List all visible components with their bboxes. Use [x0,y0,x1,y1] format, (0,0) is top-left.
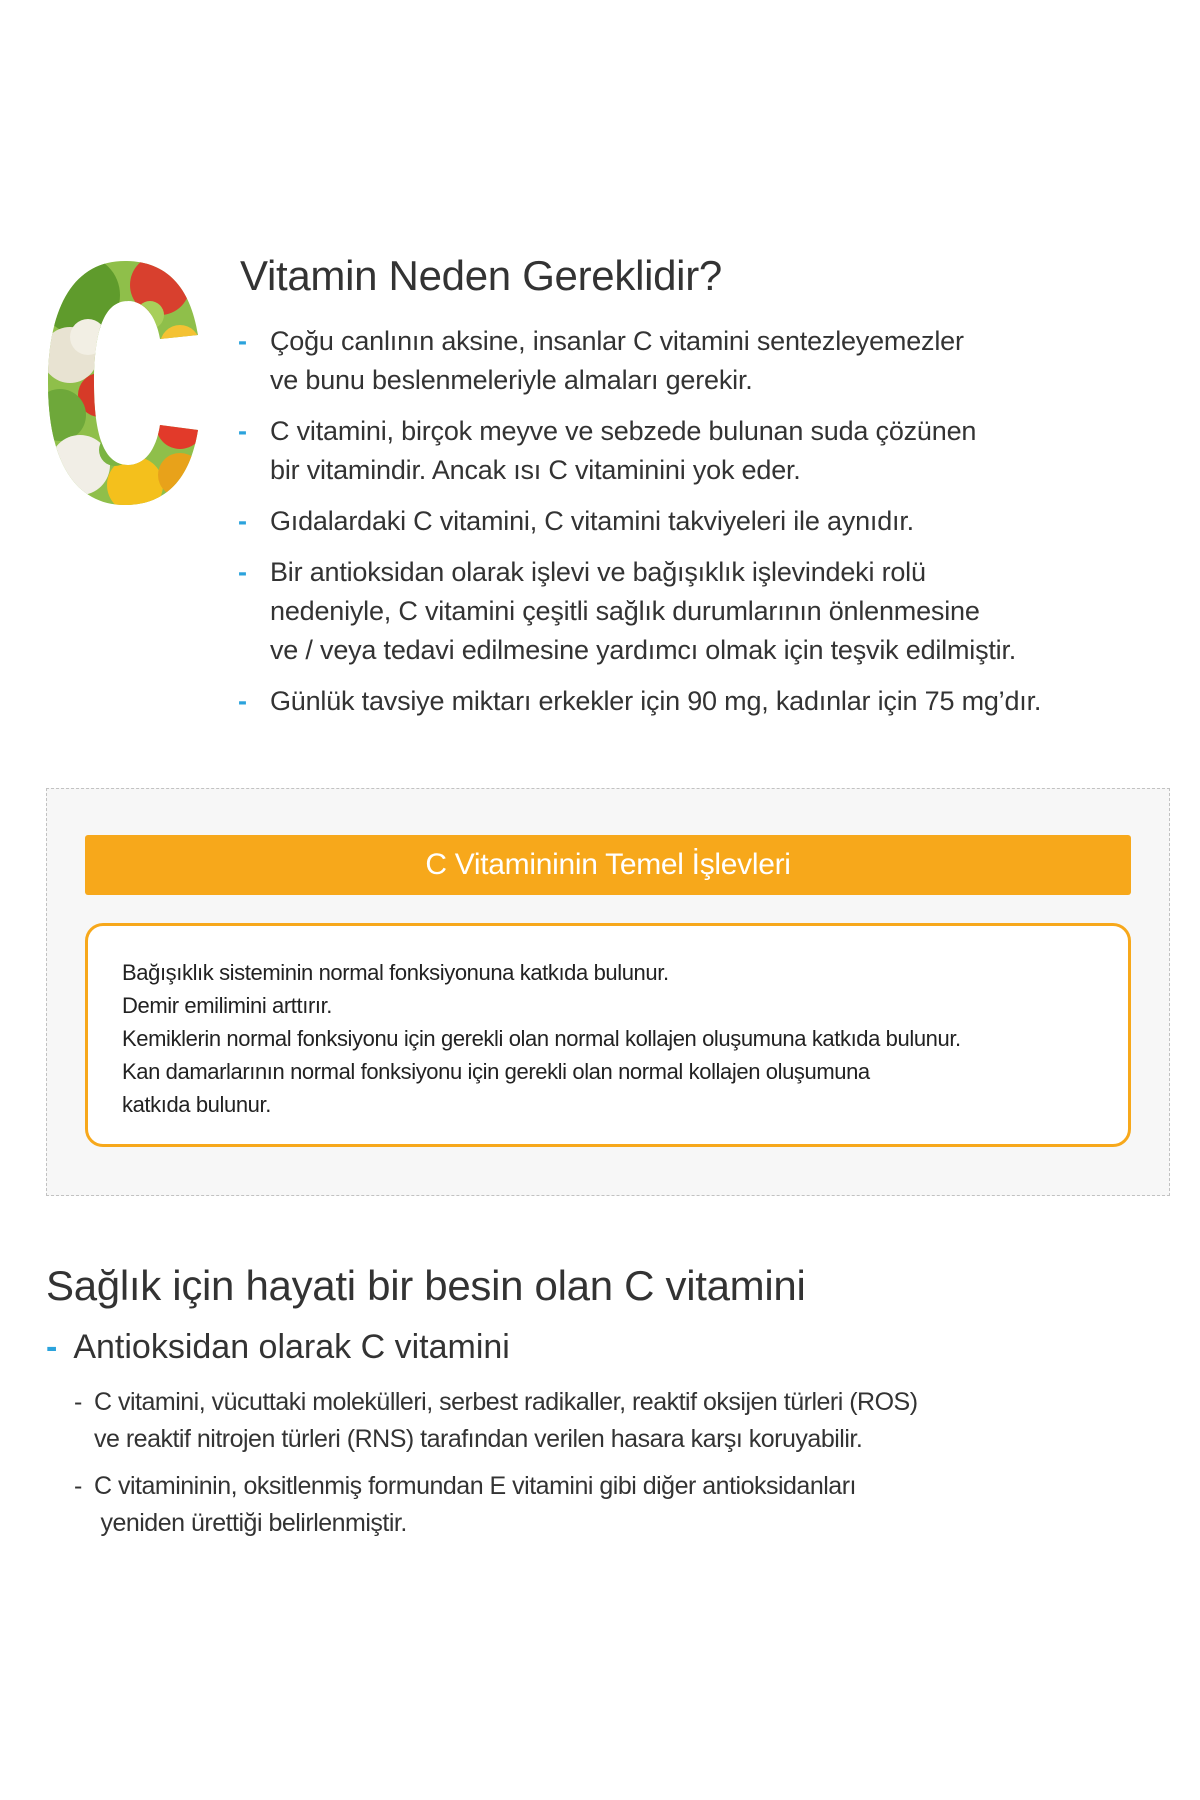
list-item: - Gıdalardaki C vitamini, C vitamini takviyeleri ile aynıdır. [238,502,1168,541]
function-line: Bağışıklık sisteminin normal fonksiyonuna katkıda bulunur. [122,960,669,985]
list-item: - Çoğu canlının aksine, insanlar C vitamini sentezleyemezler ve bunu beslenmeleriyle almaları gerekir. [238,322,1168,400]
vitamin-c-vegetable-letter-image [40,255,210,510]
why-vitamin-title: Vitamin Neden Gereklidir? [240,252,722,299]
dash-bullet: - [74,1472,82,1500]
why-vitamin-list [238,322,1168,733]
function-line: Demir emilimini arttırır. [122,993,333,1018]
functions-content-box [85,923,1131,1147]
function-line: katkıda bulunur. [122,1092,271,1117]
list-item: - Günlük tavsiye miktarı erkekler için 90 mg, kadınlar için 75 mg’dır. [238,682,1168,721]
blue-dash-bullet: - [238,326,247,356]
list-item: - C vitamininin, oksitlenmiş formundan E vitamini gibi diğer antioksidanları yeniden ürettiği belirlenmiştir. [74,1468,1154,1542]
functions-header: C Vitamininin Temel İşlevleri [85,835,1131,895]
list-item: - C vitamini, birçok meyve ve sebzede bulunan suda çözünen bir vitamindir. Ancak ısı C vitaminini yok eder. [238,412,1168,490]
function-line: Kemiklerin normal fonksiyonu için gerekli olan normal kollajen oluşumuna katkıda bulunur. [122,1026,961,1051]
list-item: - Bir antioksidan olarak işlevi ve bağışıklık işlevindeki rolü nedeniyle, C vitamini çeşitli sağlık durumlarının önlenmesine ve / veya tedavi edilmesine yardımcı olmak için teşvik edilmiştir. [238,553,1168,670]
blue-dash-bullet: - [238,686,247,716]
blue-dash-bullet: - [46,1328,58,1366]
list-item: - C vitamini, vücuttaki molekülleri, serbest radikaller, reaktif oksijen türleri (ROS) ve reaktif nitrojen türleri (RNS) tarafından verilen hasara karşı koruyabilir. [74,1384,1154,1458]
dash-bullet: - [74,1388,82,1416]
antioxidant-subtitle: - Antioksidan olarak C vitamini [46,1328,510,1366]
blue-dash-bullet: - [238,416,247,446]
blue-dash-bullet: - [238,557,247,587]
antioxidant-list [74,1384,1154,1552]
function-line: Kan damarlarının normal fonksiyonu için gerekli olan normal kollajen oluşumuna [122,1059,870,1084]
health-section-title: Sağlık için hayati bir besin olan C vitamini [46,1262,806,1309]
functions-panel [46,788,1170,1196]
blue-dash-bullet: - [238,506,247,536]
